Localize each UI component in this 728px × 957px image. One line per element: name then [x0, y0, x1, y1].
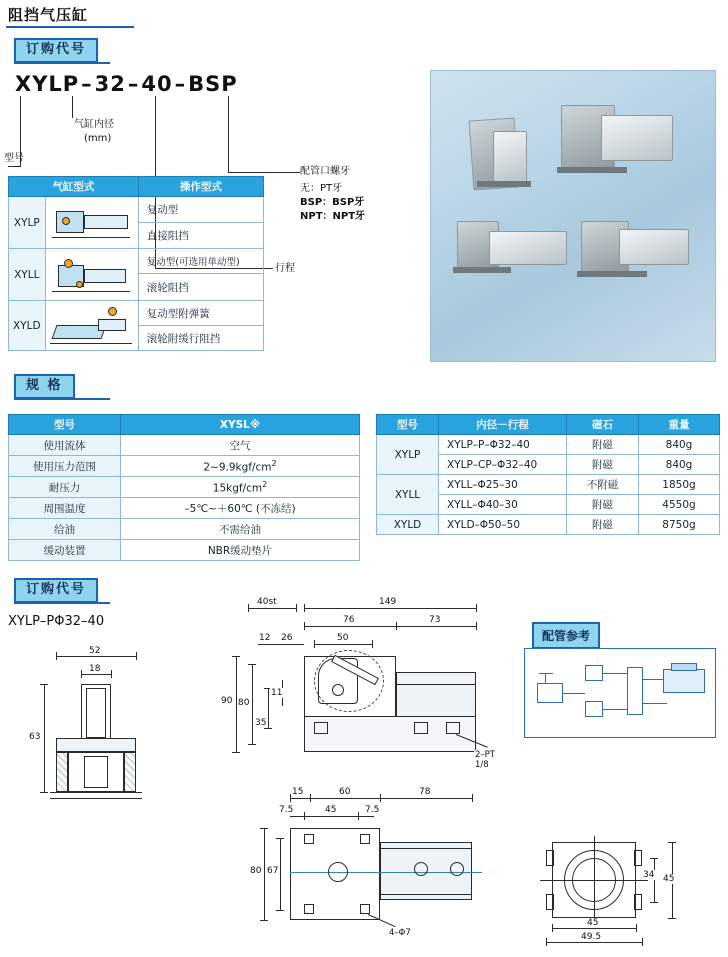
dim-45-right: 45 — [663, 874, 675, 884]
annotation-thread-opt-1: BSP：BSP牙 — [300, 197, 365, 208]
dim-front-63: 63 — [29, 732, 41, 742]
dim-7-5-a: 7.5 — [279, 805, 294, 815]
dim-7-5-b: 7.5 — [365, 805, 380, 815]
dim-26: 26 — [281, 633, 293, 643]
section-order-code-2: 订购代号 — [14, 578, 98, 603]
type-row-0-figure — [45, 197, 138, 249]
dim-67: 67 — [267, 866, 279, 876]
dim-35: 35 — [255, 718, 267, 728]
dim-80: 80 — [238, 698, 250, 708]
annotation-thread-opt-0: 无：PT牙 — [300, 183, 343, 194]
annotation-type: 型号 — [4, 153, 24, 164]
spec-header-row — [9, 415, 360, 435]
model-row-0-model: XYLP — [377, 435, 439, 475]
spec-row-2-value — [121, 477, 360, 498]
type-row-1-model: XYLL — [9, 249, 46, 301]
model-table-header-0: 型号 — [377, 415, 439, 435]
piping-reference-badge: 配管参考 — [532, 622, 600, 649]
type-row-1-figure — [45, 249, 138, 301]
table-row — [9, 301, 264, 326]
spec-row-0-key: 使用流体 — [9, 435, 121, 456]
title-underline — [6, 26, 134, 28]
spec-header-1: XYSL※ — [121, 415, 360, 435]
dim-phi34: 34 — [643, 870, 655, 880]
table-row — [377, 515, 720, 535]
type-table — [8, 176, 264, 351]
table-row — [9, 477, 360, 498]
spec-row-1-value — [121, 456, 360, 477]
spec-table — [8, 414, 360, 561]
annotation-thread-opt-2: NPT：NPT牙 — [300, 211, 366, 222]
model-row-3-weight: 4550g — [639, 495, 720, 515]
leader-bore — [72, 96, 73, 118]
dim-49-5: 49.5 — [581, 932, 602, 942]
dim-12: 12 — [259, 633, 271, 643]
table-row — [377, 435, 720, 455]
model-table-header-1: 内径－行程 — [439, 415, 567, 435]
section-rule-2 — [14, 398, 110, 400]
model-table-header-row — [377, 415, 720, 435]
type-table-header-1: 操作型式 — [138, 177, 263, 197]
model-row-2-model: XYLL — [377, 475, 439, 515]
model-row-0-magnet: 附磁 — [567, 435, 639, 455]
table-row — [9, 435, 360, 456]
model-row-0-weight: 840g — [639, 435, 720, 455]
type-row-0-op-1: 直接阻挡 — [138, 223, 263, 249]
dim-90: 90 — [221, 696, 233, 706]
model-row-0-size: XYLP–P–Φ32–40 — [439, 435, 567, 455]
type-row-0-model: XYLP — [9, 197, 46, 249]
leader-model-h — [8, 166, 21, 167]
model-table-header-2: 磁石 — [567, 415, 639, 435]
type-row-2-figure — [45, 301, 138, 351]
model-table-header-3: 重量 — [639, 415, 720, 435]
product-photo — [430, 70, 716, 362]
model-row-3-size: XYLL–Φ40–30 — [439, 495, 567, 515]
spec-row-1-value-text: 2~9.9kgf/cm — [203, 461, 272, 474]
annotation-thread-title: 配管口螺牙 — [300, 166, 350, 177]
dim-60: 60 — [339, 787, 351, 797]
spec-row-2-sup: 2 — [262, 479, 268, 489]
type-row-2-op-0: 复动型附弹簧 — [138, 301, 263, 326]
section-spec: 规 格 — [14, 374, 75, 399]
type-table-header-0: 气缸型式 — [9, 177, 139, 197]
spec-header-0: 型号 — [9, 415, 121, 435]
dim-80-bottom: 80 — [250, 866, 262, 876]
type-row-2-model: XYLD — [9, 301, 46, 351]
code-dash-1: – — [81, 72, 93, 96]
dim-45-bottom: 45 — [587, 918, 599, 928]
code-part-thread: BSP — [188, 72, 238, 96]
model-row-1-size: XYLP–CP–Φ32–40 — [439, 455, 567, 475]
dim-2-pt-18: 2–PT 1/8 — [474, 750, 508, 770]
dim-40st: 40st — [257, 597, 277, 607]
code-dash-2: – — [127, 72, 140, 96]
model-row-3-magnet: 附磁 — [567, 495, 639, 515]
table-row — [9, 540, 360, 561]
dim-45: 45 — [325, 805, 337, 815]
spec-row-2-value-text: 15kgf/cm — [212, 482, 263, 495]
code-dash-3: – — [174, 72, 187, 96]
spec-row-3-value: –5℃~＋60℃ (不冻结) — [121, 498, 360, 519]
dim-11: 11 — [271, 688, 283, 698]
table-row — [9, 456, 360, 477]
spec-row-4-key: 给油 — [9, 519, 121, 540]
dim-front-52: 52 — [89, 646, 101, 656]
spec-row-1-key: 使用压力范围 — [9, 456, 121, 477]
leader-thread-h — [228, 172, 300, 173]
model-row-4-size: XYLD–Φ50–50 — [439, 515, 567, 535]
dim-76: 76 — [343, 615, 355, 625]
type-row-1-op-0: 复动型(可选用单动型) — [138, 249, 263, 274]
spec-row-4-value: 不需给油 — [121, 519, 360, 540]
page-title: 阻挡气压缸 — [8, 6, 89, 24]
dim-73: 73 — [429, 615, 441, 625]
code-part-model: XYLP — [15, 72, 80, 96]
annotation-stroke: 行程 — [275, 263, 295, 274]
spec-row-3-key: 周围温度 — [9, 498, 121, 519]
spec-row-5-value: NBR缓动垫片 — [121, 540, 360, 561]
dim-front-18: 18 — [89, 664, 101, 674]
model-weight-table — [376, 414, 720, 535]
model-row-1-magnet: 附磁 — [567, 455, 639, 475]
annotation-bore-line2: (mm) — [84, 133, 112, 144]
spec-row-1-sup: 2 — [271, 458, 277, 468]
type-row-0-op-0: 复动型 — [138, 197, 263, 223]
drawing-label: XYLP–PΦ32–40 — [8, 614, 105, 629]
model-row-4-magnet: 附磁 — [567, 515, 639, 535]
dim-149: 149 — [379, 597, 397, 607]
annotation-bore-line1: 气缸内径 — [74, 119, 114, 130]
section-rule-1 — [14, 62, 110, 64]
section-rule-3 — [14, 602, 110, 604]
table-row — [9, 498, 360, 519]
table-row — [9, 519, 360, 540]
model-code-line — [14, 72, 239, 96]
main-top-view-drawing — [218, 592, 508, 782]
model-row-2-magnet: 不附磁 — [567, 475, 639, 495]
spec-row-2-key: 耐压力 — [9, 477, 121, 498]
section-view-drawing — [520, 828, 710, 953]
dim-78: 78 — [419, 787, 431, 797]
code-part-bore: 32 — [94, 72, 126, 96]
model-row-2-size: XYLL–Φ25–30 — [439, 475, 567, 495]
leader-thread — [228, 96, 229, 172]
table-row — [9, 197, 264, 223]
table-row — [377, 475, 720, 495]
code-part-stroke: 40 — [141, 72, 173, 96]
section-order-code-1: 订购代号 — [14, 38, 98, 63]
model-row-2-weight: 1850g — [639, 475, 720, 495]
model-row-4-weight: 8750g — [639, 515, 720, 535]
dim-50: 50 — [337, 633, 349, 643]
main-bottom-view-drawing — [218, 778, 508, 953]
front-view-drawing — [29, 640, 190, 810]
model-row-4-model: XYLD — [377, 515, 439, 535]
dim-4-phi7: 4–Φ7 — [389, 928, 411, 938]
type-row-1-op-1: 滚轮阻挡 — [138, 274, 263, 301]
model-row-1-weight: 840g — [639, 455, 720, 475]
piping-reference-diagram — [524, 648, 716, 738]
type-row-2-op-1: 滚轮附缓行阻挡 — [138, 326, 263, 351]
dim-15: 15 — [292, 787, 304, 797]
spec-row-5-key: 缓动装置 — [9, 540, 121, 561]
table-row — [9, 249, 264, 274]
spec-row-0-value: 空气 — [121, 435, 360, 456]
type-table-header-row — [9, 177, 264, 197]
